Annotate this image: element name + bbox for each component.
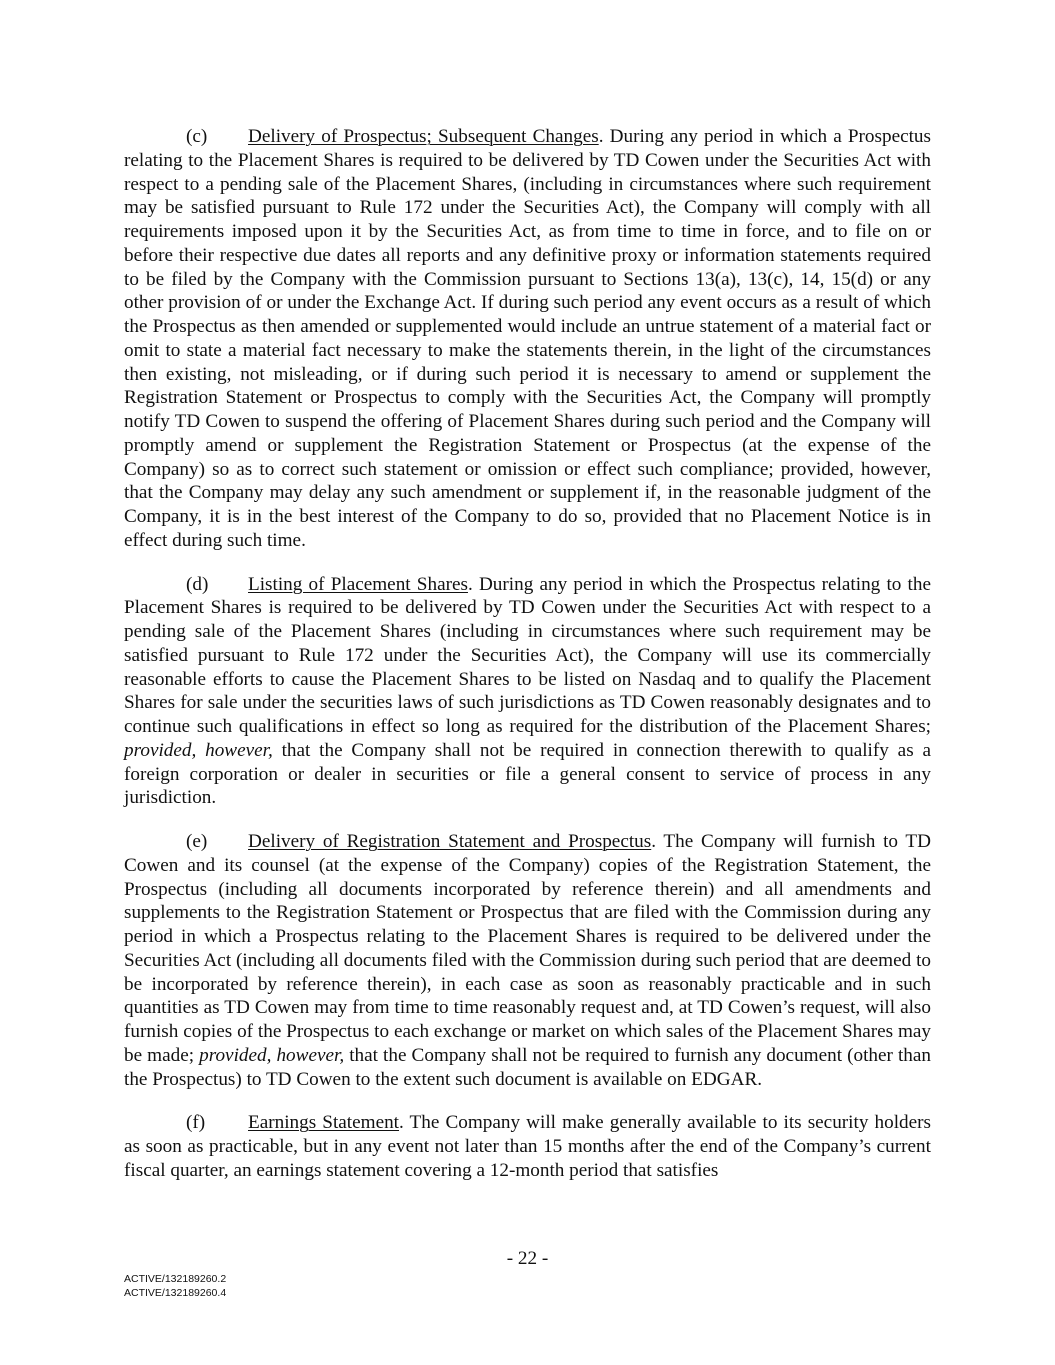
document-page	[124, 125, 931, 1203]
section-c-heading: Delivery of Prospectus; Subsequent Changes	[248, 126, 599, 147]
page-number: - 22 -	[506, 1248, 549, 1269]
section-f-heading: Earnings Statement	[248, 1112, 400, 1134]
section-e-heading: Delivery of Registration Statement and Prospectus	[248, 831, 652, 852]
section-e-body-b: that the Company shall not be required to furnish any document (other than the Prospectus) to TD Cowen to the extent such document is available on EDGAR.	[124, 1044, 931, 1090]
section-d-heading: Listing of Placement Shares	[248, 573, 468, 595]
section-c-body: . During any period in which a Prospectus relating to the Placement Shares is required to be delivered by TD Cowen under the Securities Act with respect to a pending sale of the Placement Shares, (including in circumstances where such requirement may be satisfied pursuant to Rule 172 under the Securities Act), the Company will comply with all requirements imposed upon it by the Securities Act, as from time to time in force, and to file on or before their respective due dates all reports and any definitive proxy or information statements required to be filed by the Company with the Commission pursuant to Sections 13(a), 13(c), 14, 15(d) or any other provision of or under the Exchange Act. If during such period any event occurs as a result of which the Prospectus as then amended or supplemented would include an untrue statement of a material fact or omit to state a material fact necessary to make the statements therein, in the light of the circumstances then existing, not misleading, or if during such period it is necessary to amend or supplement the Registration Statement or Prospectus to comply with the Securities Act, the Company will promptly notify TD Cowen to suspend the offering of Placement Shares during such period and the Company will promptly amend or supplement the Registration Statement or Prospectus (at the expense of the Company) so as to correct such statement or omission or effect such compliance; provided, however, that the Company may delay any such amendment or supplement if, in the reasonable judgment of the Company, it is in the best interest of the Company to do so, provided that no Placement Notice is in effect during such time.	[124, 126, 931, 551]
section-d-body-a: . During any period in which the Prospectus relating to the Placement Shares is required to be delivered by TD Cowen under the Securities Act with respect to a pending sale of the Placement Shares (including in circumstances where such requirement may be satisfied pursuant to Rule 172 under the Securities Act), the Company will use its commercially reasonable efforts to cause the Placement Shares to be listed on Nasdaq and to qualify the Placement Shares for sale under the securities laws of such jurisdictions as TD Cowen reasonably designates and to continue such qualifications in effect so long as required for the distribution of the Placement Shares;	[124, 573, 931, 737]
section-e-body-a: . The Company will furnish to TD Cowen and its counsel (at the expense of the Company) copies of the Registration Statement, the Prospectus (including all documents incorporated by reference therein) and all amendments and supplements to the Registration Statement or Prospectus that are filed with the Commission during any period in which a Prospectus relating to the Placement Shares is required to be delivered under the Securities Act (including all documents filed with the Commission during such period that are deemed to be incorporated by reference therein), in each case as soon as reasonably practicable and in such quantities as TD Cowen may from time to time reasonably request and, at TD Cowen’s request, will also furnish copies of the Prospectus to each exchange or market on which sales of the Placement Shares may be made;	[124, 831, 931, 1066]
footer-doc-id-2: ACTIVE/132189260.4	[124, 1287, 227, 1299]
section-e-italic: provided, however,	[199, 1044, 345, 1066]
section-e-number: (e)	[186, 831, 208, 852]
section-c-paragraph	[124, 125, 931, 553]
document-footer	[124, 1272, 226, 1300]
section-e-paragraph	[124, 830, 931, 1091]
section-d-body-b: that the Company shall not be required in connection therewith to qualify as a foreign corporation or dealer in securities or file a general consent to service of process in any jurisdiction.	[124, 739, 931, 809]
section-f-number: (f)	[186, 1112, 206, 1134]
section-f-body: . The Company will make generally available to its security holders as soon as practicable, but in any event not later than 15 months after the end of the Company’s current fiscal quarter, an earnings statement covering a 12-month period that satisfies	[124, 1112, 931, 1181]
section-d-paragraph	[124, 573, 931, 811]
section-f-paragraph	[124, 1111, 931, 1182]
section-d-italic: provided, however,	[124, 739, 273, 761]
section-c-number: (c)	[186, 126, 208, 147]
section-d-number: (d)	[186, 573, 209, 595]
footer-doc-id-1: ACTIVE/132189260.2	[124, 1273, 227, 1285]
